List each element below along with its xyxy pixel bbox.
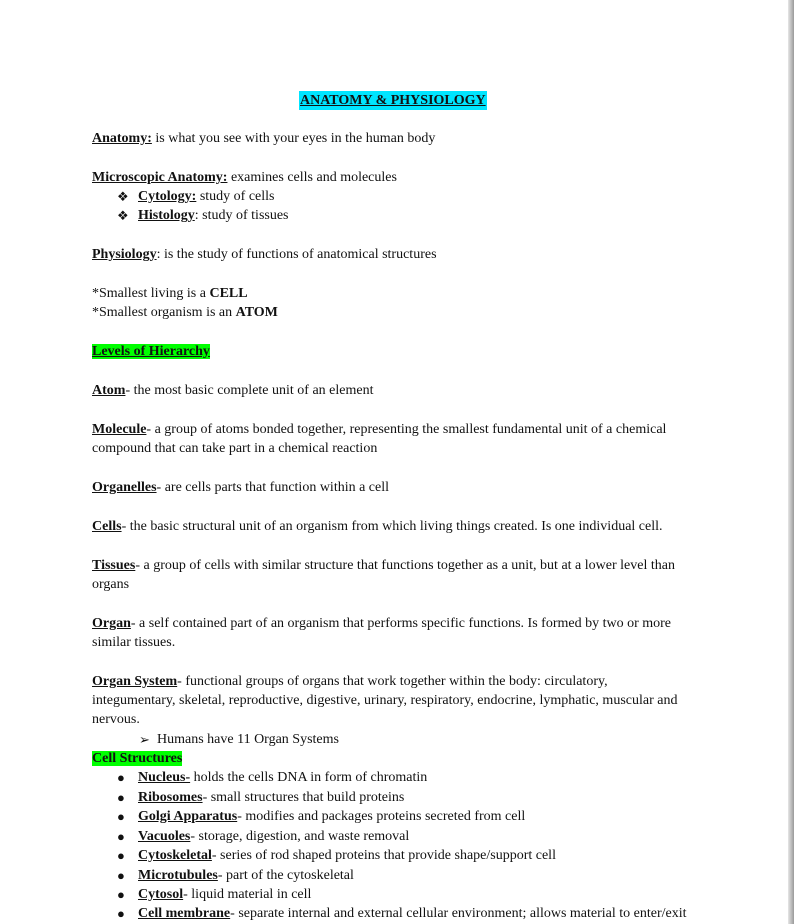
microscopic-anatomy-definition — [92, 168, 397, 187]
vacuoles-term: Vacuoles — [138, 829, 191, 844]
histology-item — [138, 206, 289, 225]
cell-structures-heading — [92, 749, 182, 768]
organ-definition-cont: similar tissues. — [92, 635, 176, 650]
cell-item-vacuoles — [138, 827, 409, 846]
cells-term: Cells — [92, 519, 122, 534]
cell-item-cytoskeletal — [138, 846, 556, 865]
cells-text: - the basic structural unit of an organism from which living things created. Is one individual cell. — [121, 519, 663, 534]
page-edge-shadow — [788, 0, 794, 924]
molecule-term: Molecule — [92, 422, 147, 437]
ribosomes-text: - small structures that build proteins — [202, 790, 405, 805]
tissues-definition-cont: organs — [92, 577, 130, 592]
cell-membrane-term: Cell membrane — [138, 906, 231, 921]
organ-system-definition — [92, 672, 608, 691]
atom-definition — [92, 381, 373, 400]
arrow-bullet-icon: ➢ — [139, 732, 150, 747]
cytology-item — [138, 187, 274, 206]
bullet-icon: ● — [117, 848, 125, 863]
organ-definition — [92, 614, 671, 633]
document-title: ANATOMY & PHYSIOLOGY — [300, 93, 486, 108]
bullet-icon: ● — [117, 887, 125, 902]
molecule-definition — [92, 420, 666, 439]
histology-term: Histology — [138, 208, 195, 223]
fact-cell-prefix: *Smallest living is a — [92, 286, 210, 301]
cell-structures-heading-text: Cell Structures — [92, 751, 183, 766]
organ-text-1: - a self contained part of an organism that performs specific functions. Is formed by two or more — [130, 616, 672, 631]
cells-definition — [92, 517, 663, 536]
bullet-icon: ● — [117, 906, 125, 921]
anatomy-definition — [92, 129, 435, 148]
levels-heading — [92, 342, 210, 361]
cell-item-cytosol — [138, 885, 311, 904]
fact-atom-prefix: *Smallest organism is an — [92, 305, 236, 320]
cell-item-golgi — [138, 807, 525, 826]
molecule-definition-cont: compound that can take part in a chemical reaction — [92, 441, 378, 456]
organelles-definition — [92, 478, 389, 497]
fact-cell — [92, 284, 248, 303]
organ-system-definition-cont: integumentary, skeletal, reproductive, digestive, urinary, respiratory, endocrine, lymphatic, muscular and — [92, 693, 678, 708]
tissues-term: Tissues — [92, 558, 136, 573]
organ-system-term: Organ System — [92, 674, 178, 689]
organ-system-definition-end: nervous. — [92, 712, 140, 727]
cytosol-text: - liquid material in cell — [183, 887, 312, 902]
ribosomes-term: Ribosomes — [138, 790, 203, 805]
organ-term: Organ — [92, 616, 131, 631]
cell-item-ribosomes — [138, 788, 404, 807]
physiology-definition — [92, 245, 437, 264]
cytology-text: study of cells — [196, 189, 275, 204]
organ-system-text-1: - functional groups of organs that work together within the body: circulatory, — [177, 674, 608, 689]
cytology-term: Cytology: — [138, 189, 197, 204]
cell-item-cell-membrane — [138, 904, 687, 923]
anatomy-term: Anatomy: — [92, 131, 152, 146]
atom-term: Atom — [92, 383, 126, 398]
bullet-icon: ● — [117, 809, 125, 824]
nucleus-text: holds the cells DNA in form of chromatin — [190, 770, 428, 785]
fact-atom-bold: ATOM — [235, 305, 278, 320]
cell-item-microtubules — [138, 866, 354, 885]
cell-membrane-text: - separate internal and external cellular environment; allows material to enter/exit — [230, 906, 687, 921]
cytoskeletal-text: - series of rod shaped proteins that provide shape/support cell — [211, 848, 556, 863]
histology-text: : study of tissues — [194, 208, 289, 223]
levels-heading-text: Levels of Hierarchy — [92, 344, 210, 359]
physiology-term: Physiology — [92, 247, 157, 262]
golgi-term: Golgi Apparatus — [138, 809, 238, 824]
microtubules-text: - part of the cytoskeletal — [217, 868, 354, 883]
microscopic-text: examines cells and molecules — [227, 170, 397, 185]
tissues-definition — [92, 556, 675, 575]
bullet-icon: ● — [117, 790, 125, 805]
bullet-icon: ● — [117, 868, 125, 883]
anatomy-text: is what you see with your eyes in the human body — [151, 131, 436, 146]
tissues-text-1: - a group of cells with similar structure that functions together as a unit, but at a lower level than — [135, 558, 675, 573]
fact-atom — [92, 303, 278, 322]
cytosol-term: Cytosol — [138, 887, 184, 902]
organ-systems-note: Humans have 11 Organ Systems — [157, 732, 339, 747]
organelles-term: Organelles — [92, 480, 157, 495]
bullet-icon: ● — [117, 829, 125, 844]
microtubules-term: Microtubules — [138, 868, 218, 883]
cell-item-nucleus — [138, 768, 427, 787]
microscopic-term: Microscopic Anatomy: — [92, 170, 228, 185]
cytoskeletal-term: Cytoskeletal — [138, 848, 212, 863]
golgi-text: - modifies and packages proteins secreted from cell — [237, 809, 526, 824]
vacuoles-text: - storage, digestion, and waste removal — [190, 829, 410, 844]
nucleus-term: Nucleus- — [138, 770, 191, 785]
organelles-text: - are cells parts that function within a cell — [156, 480, 390, 495]
bullet-icon: ● — [117, 770, 125, 785]
diamond-bullet-icon: ❖ — [117, 208, 129, 223]
fact-cell-bold: CELL — [209, 286, 248, 301]
diamond-bullet-icon: ❖ — [117, 189, 129, 204]
atom-text: - the most basic complete unit of an element — [125, 383, 374, 398]
physiology-text: : is the study of functions of anatomical structures — [156, 247, 437, 262]
molecule-text-1: - a group of atoms bonded together, representing the smallest fundamental unit of a chemical — [146, 422, 667, 437]
